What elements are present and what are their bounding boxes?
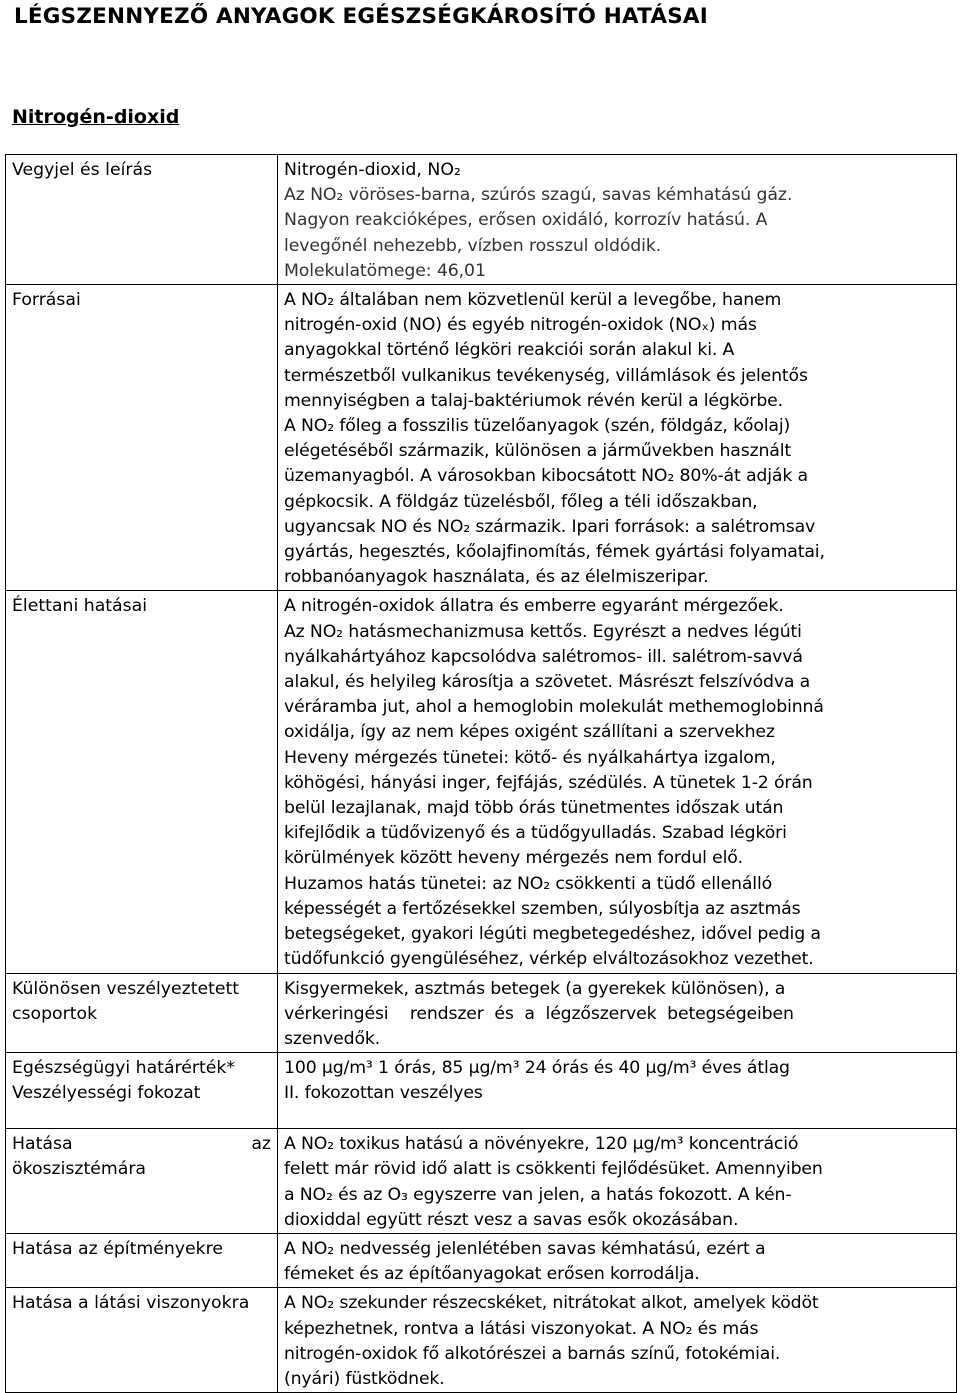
section-heading: Nitrogén-dioxid: [12, 106, 180, 128]
row-label: [6, 285, 278, 591]
content-line: Az NO₂ hatásmechanizmusa kettős. Egyrészt a nedves légúti: [284, 621, 802, 642]
row-label: [6, 973, 278, 1053]
content-line: robbanóanyagok használata, és az élelmiszeripar.: [284, 567, 709, 588]
content-line: levegőnél nehezebb, vízben rosszul oldódik.: [284, 235, 662, 256]
content-line: kifejlődik a tüdővizenyő és a tüdőgyulladás. Szabad légköri: [284, 823, 787, 844]
table-row-description: [6, 155, 957, 285]
content-line: köhögési, hányási inger, fejfájás, szédülés. A tünetek 1-2 órán: [284, 772, 813, 793]
row-content: [278, 973, 957, 1053]
row-label: [6, 155, 278, 285]
content-line: Nagyon reakcióképes, erősen oxidáló, korrozív hatású. A: [284, 210, 768, 231]
row-label-text: Egészségügyi határérték* Veszélyességi fokozat: [12, 1058, 236, 1104]
content-line: dioxiddal együtt részt vesz a savas esők okozásában.: [284, 1209, 739, 1230]
row-label-text: Hatása: [12, 1134, 73, 1155]
table-row-risk-groups: [6, 973, 957, 1053]
document-title: LÉGSZENNYEZŐ ANYAGOK EGÉSZSÉGKÁROSÍTÓ HATÁSAI: [14, 4, 708, 29]
content-line: tüdőfunkció gyengüléséhez, vérkép elváltozásokhoz vezethet.: [284, 949, 814, 970]
content-line: képezhetnek, rontva a látási viszonyokat. A NO₂ és más: [284, 1318, 759, 1339]
content-line: anyagokkal történő légköri reakciói során alakul ki. A: [284, 340, 735, 361]
content-line: vérkeringési rendszer és a légzőszervek betegségeiben: [284, 1003, 794, 1024]
row-label: [6, 1288, 278, 1393]
row-label-text: Hatása a látási viszonyokra: [12, 1293, 250, 1314]
row-content: [278, 285, 957, 591]
content-line: A NO₂ szekunder részecskéket, nitrátokat alkot, amelyek ködöt: [284, 1293, 819, 1314]
row-content: [278, 155, 957, 285]
row-label-text: Hatása az építményekre: [12, 1238, 224, 1259]
content-line: A nitrogén-oxidok állatra és emberre egyaránt mérgezőek.: [284, 596, 784, 617]
row-label-text: Különösen veszélyeztetett csoportok: [12, 978, 240, 1024]
content-line: körülmények között heveny mérgezés nem fordul elő.: [284, 848, 744, 869]
table-row-buildings: [6, 1233, 957, 1287]
table-row-ecosystem: [6, 1129, 957, 1234]
content-line: A NO₂ toxikus hatású a növényekre, 120 µg/m³ koncentráció: [284, 1134, 799, 1155]
content-line: A NO₂ nedvesség jelenlétében savas kémhatású, ezért a: [284, 1238, 766, 1259]
row-label-line: [12, 1132, 271, 1157]
row-label-line: ökoszisztémára: [12, 1159, 147, 1180]
table-row-visibility: [6, 1288, 957, 1393]
row-label: [6, 1053, 278, 1129]
content-line: ugyancsak NO és NO₂ származik. Ipari források: a salétromsav: [284, 516, 816, 537]
row-label-text: Vegyjel és leírás: [12, 160, 153, 180]
content-line: üzemanyagból. A városokban kibocsátott NO₂ 80%-át adják a: [284, 466, 808, 487]
content-line: (nyári) füstködnek.: [284, 1368, 445, 1389]
content-line: Huzamos hatás tünetei: az NO₂ csökkenti a tüdő ellenálló: [284, 873, 773, 894]
row-content: [278, 1288, 957, 1393]
content-line: A NO₂ főleg a fosszilis tüzelőanyagok (szén, földgáz, kőolaj): [284, 416, 791, 437]
content-line: oxidálja, így az nem képes oxigént szállítani a szervekhez: [284, 722, 775, 743]
content-line: nyálkahártyához kapcsolódva salétromos- ill. salétrom-savvá: [284, 646, 803, 667]
content-line: természetből vulkanikus tevékenység, villámlások és jelentős: [284, 365, 808, 386]
row-label: [6, 1233, 278, 1287]
content-line: fémeket és az építőanyagokat erősen korrodálja.: [284, 1264, 700, 1285]
content-line: A NO₂ általában nem közvetlenül kerül a levegőbe, hanem: [284, 290, 782, 311]
content-line: a NO₂ és az O₃ egyszerre van jelen, a hatás fokozott. A kén-: [284, 1184, 792, 1205]
content-line: Kisgyermekek, asztmás betegek (a gyerekek különösen), a: [284, 978, 786, 999]
row-label: [6, 591, 278, 973]
row-content: [278, 1233, 957, 1287]
content-line: Nitrogén-dioxid, NO₂: [284, 160, 461, 180]
content-line: gyártás, hegesztés, kőolajfinomítás, fémek gyártási folyamatai,: [284, 542, 825, 563]
content-line: nitrogén-oxid (NO) és egyéb nitrogén-oxidok (NOₓ) más: [284, 315, 757, 336]
content-line: Molekulatömege: 46,01: [284, 260, 486, 281]
pollutant-table: [5, 154, 957, 1393]
content-line: elégetéséből származik, különösen a járművekben használt: [284, 441, 792, 462]
content-line: véráramba jut, ahol a hemoglobin molekulát methemoglobinná: [284, 697, 824, 718]
row-content: [278, 591, 957, 973]
content-line: belül lezajlanak, majd több órás tünetmentes időszak után: [284, 798, 784, 819]
row-label: [6, 1129, 278, 1234]
table-row-sources: [6, 285, 957, 591]
content-line: szenvedők.: [284, 1028, 381, 1049]
content-line: nitrogén-oxidok fő alkotórészei a barnás színű, fotokémiai.: [284, 1343, 781, 1364]
row-label-text: Élettani hatásai: [12, 596, 148, 617]
row-content: [278, 1129, 957, 1234]
content-line: mennyiségben a talaj-baktériumok révén kerül a légkörbe.: [284, 390, 783, 411]
row-label-text: Forrásai: [12, 290, 81, 311]
content-line: alakul, és helyileg károsítja a szövetet. Másrészt felszívódva a: [284, 672, 811, 693]
table-row-limit-value: [6, 1053, 957, 1129]
content-line: felett már rövid idő alatt is csökkenti fejlődésüket. Amennyiben: [284, 1159, 823, 1180]
content-line: 100 µg/m³ 1 órás, 85 µg/m³ 24 órás és 40 µg/m³ éves átlag: [284, 1058, 790, 1079]
content-line: gépkocsik. A földgáz tüzelésből, főleg a téli időszakban,: [284, 491, 758, 512]
row-label-text: az: [251, 1134, 271, 1155]
row-content: [278, 1053, 957, 1129]
content-line: betegségeket, gyakori légúti megbetegedéshez, idővel pedig a: [284, 924, 821, 945]
content-line: Heveny mérgezés tünetei: kötő- és nyálkahártya izgalom,: [284, 747, 776, 768]
content-line: II. fokozottan veszélyes: [284, 1083, 483, 1104]
content-line: Az NO₂ vöröses-barna, szúrós szagú, savas kémhatású gáz.: [284, 185, 793, 206]
content-line: képességét a fertőzésekkel szemben, súlyosbítja az asztmás: [284, 898, 801, 919]
table-row-physiological: [6, 591, 957, 973]
